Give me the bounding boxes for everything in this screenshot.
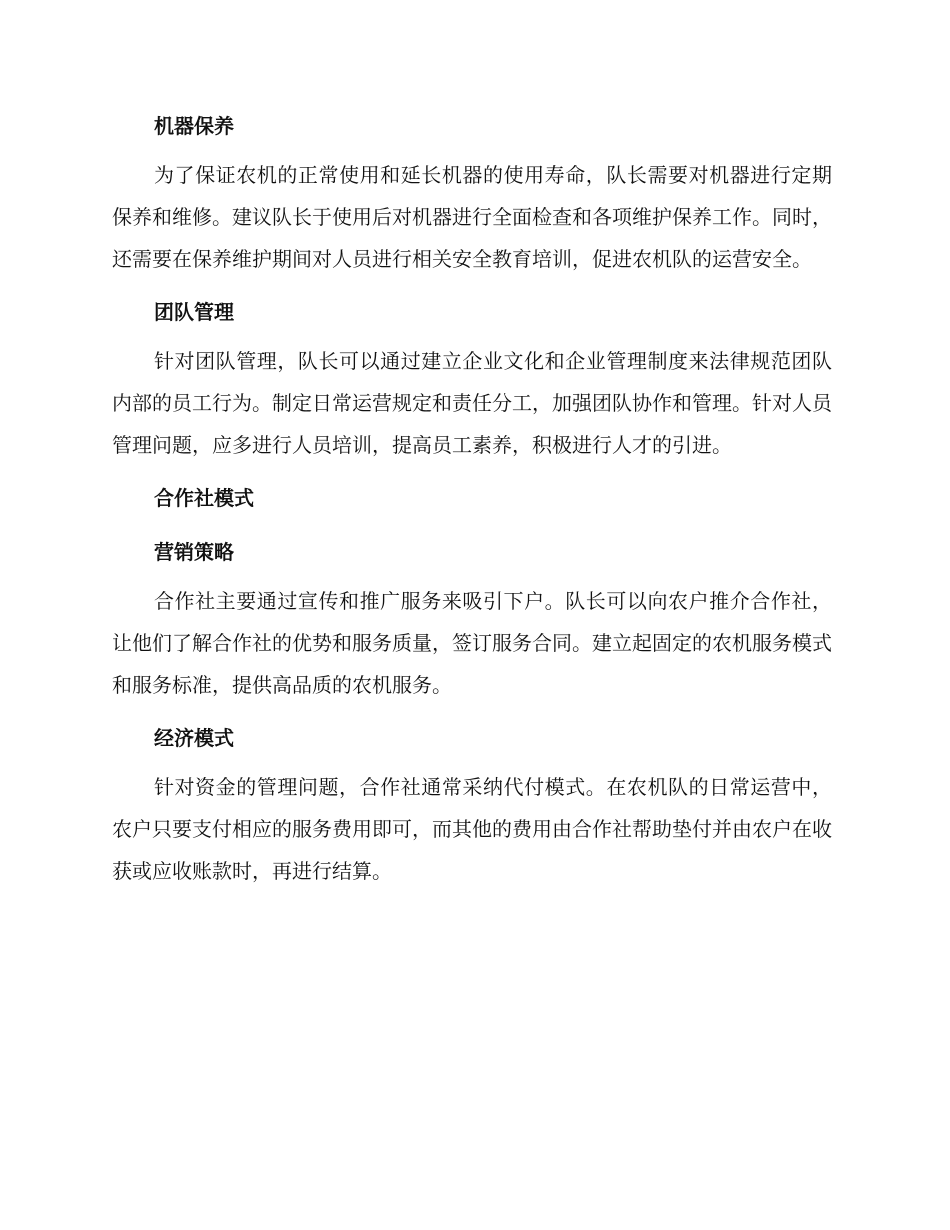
paragraph-marketing-strategy: 合作社主要通过宣传和推广服务来吸引下户。队长可以向农户推介合作社，让他们了解合作社的优势和服务质量，签订服务合同。建立起固定的农机服务模式和服务标准，提供高品质的农机服务。 xyxy=(112,589,832,697)
heading-machine-maintenance: 机器保养 xyxy=(154,114,234,138)
heading-marketing-strategy: 营销策略 xyxy=(154,540,234,564)
heading-cooperative-model: 合作社模式 xyxy=(154,486,254,510)
document-body xyxy=(112,106,832,904)
heading-economic-model: 经济模式 xyxy=(154,726,234,750)
paragraph-economic-model: 针对资金的管理问题，合作社通常采纳代付模式。在农机队的日常运营中，农户只要支付相应的服务费用即可，而其他的费用由合作社帮助垫付并由农户在收获或应收账款时，再进行结算。 xyxy=(112,775,832,883)
paragraph-machine-maintenance: 为了保证农机的正常使用和延长机器的使用寿命，队长需要对机器进行定期保养和维修。建议队长于使用后对机器进行全面检查和各项维护保养工作。同时，还需要在保养维护期间对人员进行相关安全教育培训，促进农机队的运营安全。 xyxy=(112,163,832,271)
heading-team-management: 团队管理 xyxy=(154,300,234,324)
paragraph-team-management: 针对团队管理，队长可以通过建立企业文化和企业管理制度来法律规范团队内部的员工行为。制定日常运营规定和责任分工，加强团队协作和管理。针对人员管理问题，应多进行人员培训，提高员工素养，积极进行人才的引进。 xyxy=(112,349,832,457)
